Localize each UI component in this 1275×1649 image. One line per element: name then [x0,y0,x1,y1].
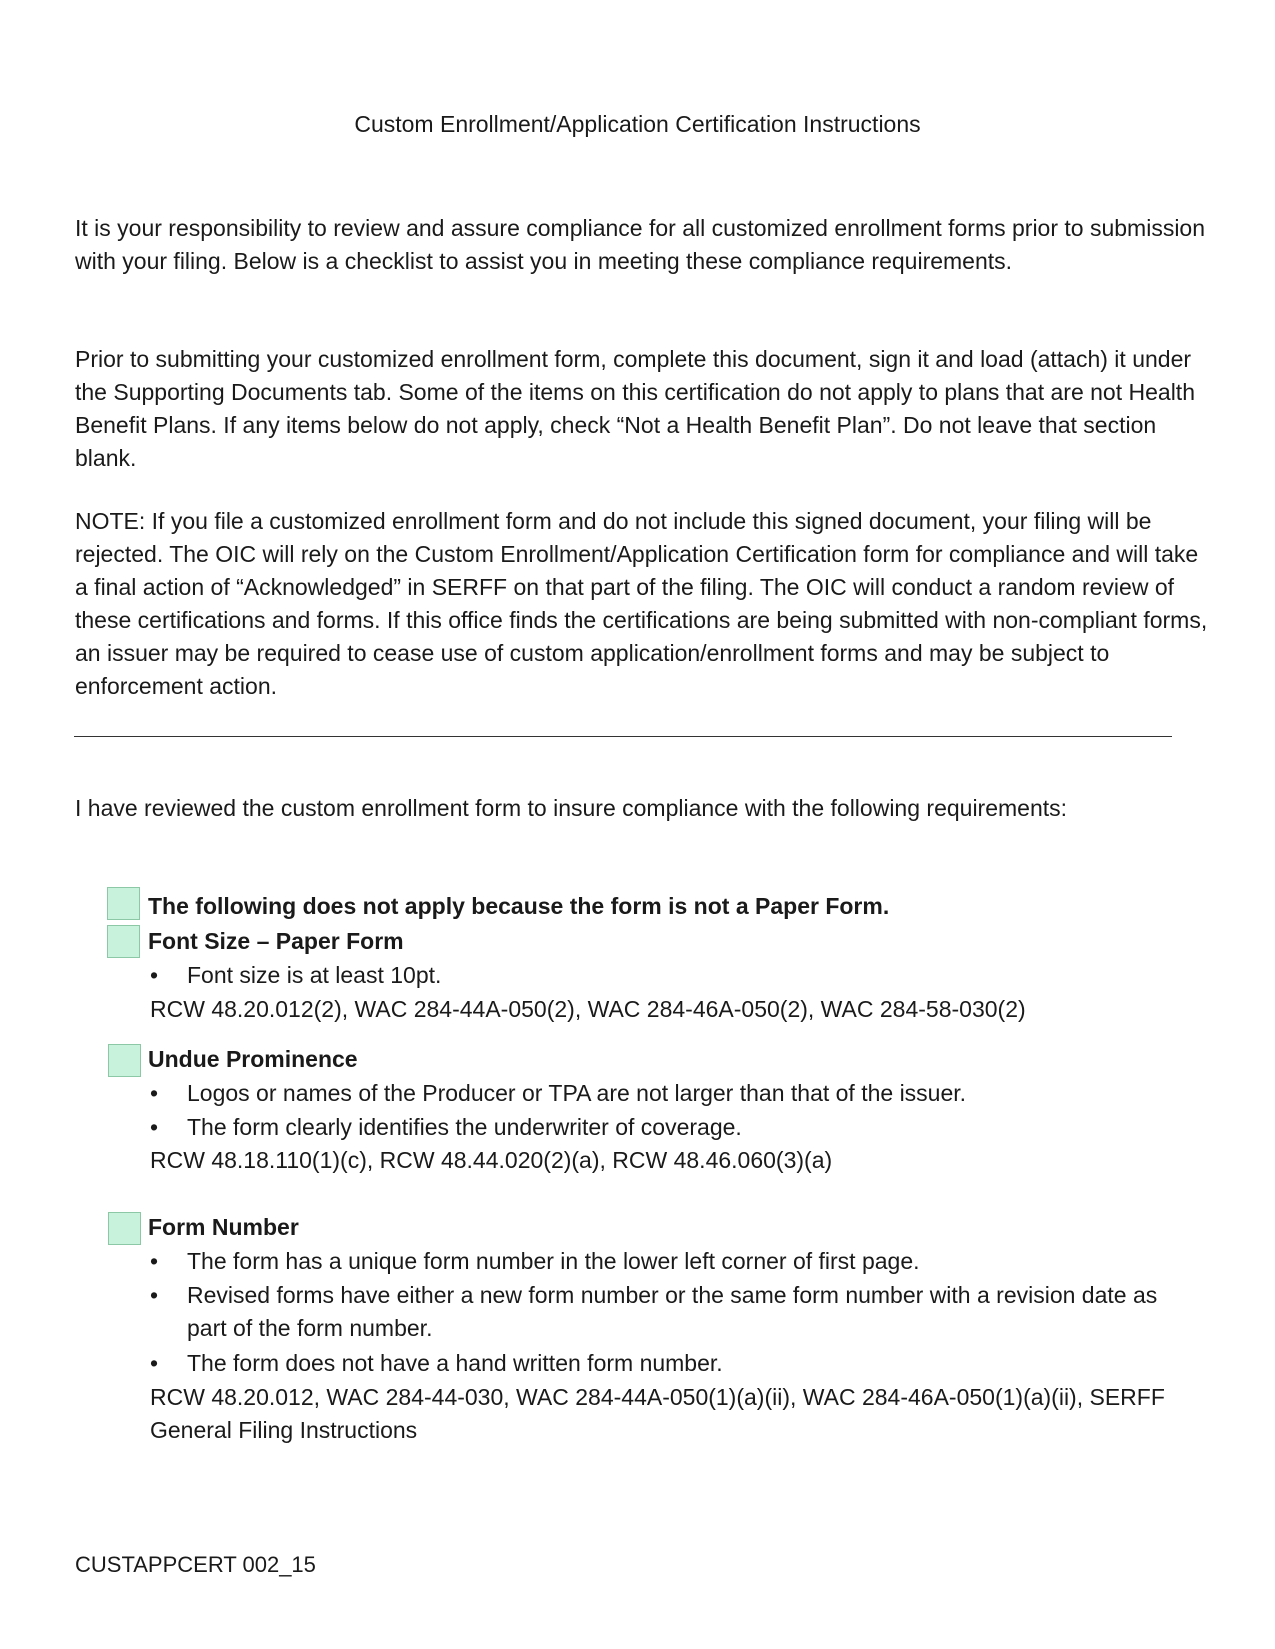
form-number-heading: Form Number [148,1214,299,1240]
section-divider [74,736,1172,737]
bullet-dot: • [150,1114,159,1140]
font-size-citation: RCW 48.20.012(2), WAC 284-44A-050(2), WAC 284-46A-050(2), WAC 284-58-030(2) [150,996,1026,1022]
form-id-footer: CUSTAPPCERT 002_15 [75,1552,316,1577]
intro-paragraph-submission: Prior to submitting your customized enrollment form, complete this document, sign it and load (attach) it under the Supporting Documents tab. Some of the items on this certification do not apply to plans that are not Health Benefit Plans. If any items below do not apply, check “Not a Health Benefit Plan”. Do not leave that section blank. [75,346,1195,471]
font-size-heading: Font Size – Paper Form [148,928,404,954]
undue-prominence-citation: RCW 48.18.110(1)(c), RCW 48.44.020(2)(a), RCW 48.46.060(3)(a) [150,1147,833,1173]
bullet-text: Logos or names of the Producer or TPA are not larger than that of the issuer. [187,1080,967,1106]
undue-prominence-bullet [148,1111,1178,1144]
bullet-dot: • [150,1350,159,1376]
form-number-citation: RCW 48.20.012, WAC 284-44-030, WAC 284-44A-050(1)(a)(ii), WAC 284-46A-050(1)(a)(ii), SERFF General Filing Instructions [150,1384,1165,1443]
bullet-dot: • [150,1282,159,1308]
review-statement: I have reviewed the custom enrollment form to insure compliance with the following requirements: [75,795,1068,821]
form-number-bullet [148,1347,1178,1380]
not-paper-form-checkbox[interactable] [107,887,140,920]
intro-paragraph-responsibility: It is your responsibility to review and assure compliance for all customized enrollment forms prior to submission with your filing. Below is a checklist to assist you in meeting these compliance requirements. [75,215,1206,274]
not-paper-form-heading: The following does not apply because the form is not a Paper Form. [148,893,890,919]
bullet-dot: • [150,962,159,988]
bullet-text: The form clearly identifies the underwriter of coverage. [187,1114,742,1140]
font-size-bullet [148,959,1178,992]
form-number-bullet [148,1279,1178,1345]
undue-prominence-heading: Undue Prominence [148,1046,358,1072]
font-size-checkbox[interactable] [107,925,140,958]
intro-paragraph-note: NOTE: If you file a customized enrollment form and do not include this signed document, your filing will be rejected. The OIC will rely on the Custom Enrollment/Application Certification form for compliance and will take a final action of “Acknowledged” in SERFF on that part of the filing. The OIC will conduct a random review of these certifications and forms. If this office finds the certifications are being submitted with non-compliant forms, an issuer may be required to cease use of custom application/enrollment forms and may be subject to enforcement action. [75,508,1208,699]
bullet-dot: • [150,1248,159,1274]
form-number-checkbox[interactable] [108,1212,141,1245]
undue-prominence-bullet [148,1077,1178,1110]
bullet-text: Font size is at least 10pt. [187,962,442,988]
undue-prominence-checkbox[interactable] [108,1044,141,1077]
form-number-bullet [148,1245,1178,1278]
bullet-text: Revised forms have either a new form number or the same form number with a revision date as part of the form number. [187,1282,1158,1341]
bullet-text: The form does not have a hand written form number. [187,1350,723,1376]
page-title: Custom Enrollment/Application Certification Instructions [354,111,921,137]
bullet-dot: • [150,1080,159,1106]
bullet-text: The form has a unique form number in the lower left corner of first page. [187,1248,920,1274]
